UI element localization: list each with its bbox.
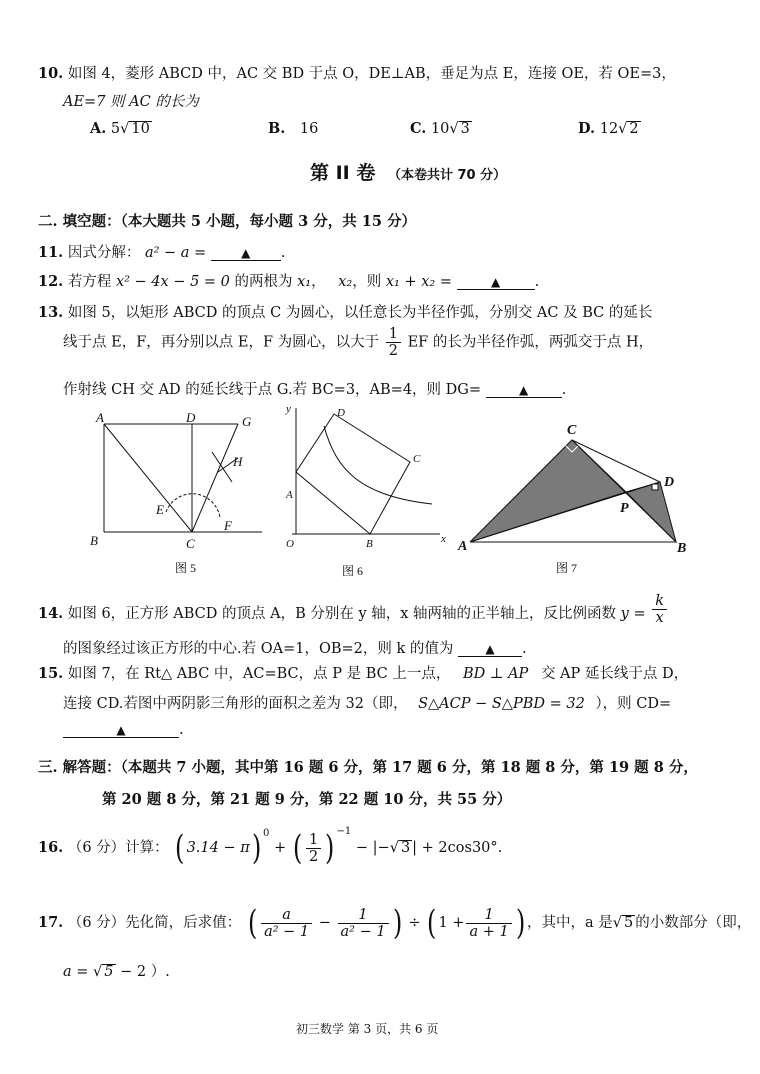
q11-expression: a² − a =: [144, 245, 207, 261]
fig5-label: G: [242, 414, 252, 429]
q16: [38, 826, 503, 868]
fig5-label: H: [233, 454, 243, 469]
fraction-denominator: x: [655, 609, 664, 626]
q10-option-a: [90, 120, 152, 137]
fig5-label: B: [90, 533, 98, 548]
paren-open: (: [427, 903, 437, 943]
q16-exponent-0: 0: [263, 828, 270, 839]
q15-text1c: 交 AP 延长线于点 D，: [540, 666, 689, 682]
section2-heading: 二. 填空题：（本大题共 5 小题，每小题 3 分，共 15 分）: [38, 213, 416, 230]
fig6-label: B: [366, 538, 373, 550]
q16-plus: +: [274, 840, 287, 856]
figure-6: [292, 408, 440, 534]
fig6-hyperbola: [324, 426, 432, 504]
q10-line1: [38, 62, 676, 83]
fraction-denominator: a² − 1: [340, 923, 386, 940]
q17-text: （6 分）先化简，后求值：: [67, 915, 242, 931]
fig6-label: D: [337, 407, 345, 419]
fraction-numerator: 1: [386, 326, 401, 343]
fraction-numerator: a: [261, 907, 312, 924]
q16-exponent-neg1: −1: [336, 826, 352, 837]
q17-fraction-3: [466, 907, 511, 940]
q10-line2: AE=7 则 AC 的长为: [63, 94, 199, 110]
option-a-radicand: 10: [131, 121, 150, 137]
fig6-label: C: [413, 453, 421, 465]
q17-fraction-1: [261, 907, 312, 940]
sqrt-sign: √ 10: [120, 121, 150, 137]
option-c-radicand: 3: [460, 121, 470, 137]
triangle-icon: ▲: [485, 642, 495, 656]
fig7-caption: 图 7: [556, 561, 578, 575]
fraction-numerator: 1: [338, 907, 389, 924]
q17-line2: [63, 960, 170, 981]
paren-close: ): [515, 903, 525, 943]
q12-x1: x₁: [297, 274, 312, 290]
q14-function: y =: [620, 606, 646, 622]
triangle-icon: ▲: [241, 246, 251, 260]
option-c-label: C.: [410, 120, 427, 137]
q11-text: 因式分解：: [67, 245, 141, 261]
q12-sep: ，: [311, 274, 326, 290]
fig5-label: F: [224, 518, 232, 533]
q12-x2: x₂: [338, 274, 353, 290]
fraction-denominator: a + 1: [469, 923, 509, 940]
q17-tail2: 的小数部分（即，: [635, 915, 752, 931]
q17-tail1: ，其中，a 是: [526, 915, 613, 931]
q15-answer-blank: [63, 723, 179, 738]
option-b-value: 16: [299, 121, 319, 137]
option-d-radicand: 2: [629, 121, 639, 137]
q17-fraction-2: [338, 907, 389, 940]
fig5-caption: 图 5: [175, 561, 197, 575]
q11: [38, 241, 285, 262]
q13-line3: [63, 378, 566, 399]
fraction-numerator: 1: [466, 907, 511, 924]
fig7-label: B: [677, 541, 687, 556]
option-a-coef: 5: [110, 121, 121, 137]
q12: [38, 270, 539, 291]
fig5-label: D: [186, 410, 196, 425]
q13-line1: [38, 301, 652, 322]
q12-end: .: [534, 274, 540, 290]
q16-mid: − |−: [355, 840, 390, 856]
paren-open: (: [247, 903, 258, 943]
q17-line2-tail: − 2 ）.: [120, 964, 170, 980]
q17-one-plus: 1 +: [438, 915, 465, 931]
q15-line1: [38, 662, 688, 683]
q17-radicand: 5: [623, 915, 634, 931]
fig7-label: C: [567, 423, 577, 438]
q10-option-d: [578, 120, 641, 137]
q12-number: 12.: [38, 273, 64, 290]
q14-number: 14.: [38, 605, 64, 622]
q13-text3: 作射线 CH 交 AD 的延长线于点 G.若 BC=3，AB=4，则 DG=: [63, 382, 482, 398]
q12-text2: 的两根为: [234, 274, 293, 290]
q13-fraction: [386, 326, 401, 359]
option-d-label: D.: [578, 120, 596, 137]
q13-number: 13.: [38, 304, 64, 321]
q17-line1: [38, 903, 752, 943]
part2-note: （本卷共计 70 分）: [387, 168, 507, 183]
fig7-label: D: [664, 475, 675, 490]
q10-text1: 如图 4，菱形 ABCD 中，AC 交 BD 于点 O，DE⊥AB，垂足为点 E，连接 OE，若 OE=3，: [67, 66, 676, 82]
q14-answer-blank: [458, 642, 522, 657]
section3-heading-line1: 三. 解答题：（本题共 7 小题，其中第 16 题 6 分，第 17 题 6 分，第 18 题 8 分，第 19 题 8 分，: [38, 759, 698, 776]
section3-heading-line2: 第 20 题 8 分，第 21 题 9 分，第 22 题 10 分，共 55 分）: [102, 791, 512, 808]
q11-answer-blank: [211, 246, 281, 261]
q15-area-equation: S△ACP − S△PBD = 32: [418, 696, 585, 712]
q10-option-b: [268, 120, 318, 137]
q11-number: 11.: [38, 244, 64, 261]
q13-text1: 如图 5，以矩形 ABCD 的顶点 C 为圆心，以任意长为半径作弧，分别交 AC 及 BC 的延长: [67, 305, 653, 321]
q12-text1: 若方程: [67, 274, 112, 290]
fig6-labels: [285, 403, 446, 550]
fig5-label: C: [186, 536, 195, 551]
q12-sum: x₁ + x₂ =: [385, 274, 452, 290]
fraction-denominator: 2: [309, 848, 319, 865]
paren-close: ): [392, 903, 402, 943]
triangle-icon: ▲: [116, 723, 126, 737]
q10-number: 10.: [38, 65, 64, 82]
fig5-labels: [90, 410, 252, 551]
triangle-icon: ▲: [519, 383, 529, 397]
q13-end: .: [561, 382, 567, 398]
q15-text2a: 连接 CD.若图中两阴影三角形的面积之差为 32（即，: [63, 696, 408, 712]
q12-text3: ，则: [352, 274, 382, 290]
option-a-label: A.: [90, 120, 107, 137]
q16-radicand: 3: [400, 840, 411, 856]
q15-line2: [63, 692, 671, 713]
option-b-label: B.: [268, 120, 286, 137]
fig7-label: P: [620, 501, 629, 516]
fig6-label: y: [286, 403, 291, 415]
q15-text2c: ），则 CD=: [595, 696, 672, 712]
fig6-caption: 图 6: [342, 564, 364, 578]
fig7-right-angle-d: [652, 484, 658, 490]
sqrt-sign: √ 2: [618, 121, 639, 137]
q14-text1: 如图 6，正方形 ABCD 的顶点 A，B 分别在 y 轴，x 轴两轴的正半轴上，反比例函数: [67, 606, 617, 622]
q15-line3: [63, 722, 184, 738]
fig6-label: A: [286, 489, 293, 501]
q14-fraction: [652, 593, 667, 626]
fraction-denominator: a² − 1: [264, 923, 310, 940]
q17-divide: ÷: [408, 915, 421, 931]
fraction-denominator: 2: [388, 343, 398, 359]
q16-end: .: [497, 840, 503, 856]
q15-perp: BD ⊥ AP: [462, 666, 529, 682]
option-d-coef: 12: [599, 121, 619, 137]
q17-a-equals: a =: [63, 964, 89, 980]
q17-minus: −: [318, 915, 331, 931]
figure-7: [470, 440, 676, 542]
fig7-shaded-acp: [470, 440, 626, 542]
q13-text2b: EF 的长为半径作弧，两弧交于点 H，: [407, 334, 654, 351]
q11-end: .: [280, 245, 286, 261]
sqrt-sign: √ 5: [612, 915, 634, 931]
fig6-label: x: [441, 533, 446, 545]
part2-title: 第 II 卷: [310, 162, 376, 184]
q14-line2: [63, 637, 527, 658]
q16-number: 16.: [38, 839, 64, 856]
figures-panel: [0, 400, 760, 585]
paren-open: (: [175, 828, 185, 868]
q13-text2a: 线于点 E，F，再分别以点 E，F 为圆心，以大于: [63, 334, 380, 351]
q16-base: 3.14 − π: [186, 840, 250, 856]
q17-number: 17.: [38, 914, 64, 931]
fig6-label: O: [286, 538, 294, 550]
sqrt-sign: √ 3: [389, 840, 411, 856]
q13-answer-blank: [486, 383, 562, 398]
paren-close: ): [251, 828, 262, 868]
triangle-icon: ▲: [490, 275, 501, 289]
fig7-shaded-pbd: [626, 482, 676, 542]
q14-text2: 的图象经过该正方形的中心.若 OA=1，OB=2，则 k 的值为: [63, 641, 454, 657]
figure-5: [104, 424, 262, 532]
fig5-label: A: [96, 410, 104, 425]
paren-open: (: [292, 828, 303, 868]
q16-fraction: [306, 832, 321, 865]
fraction-numerator: k: [652, 593, 667, 610]
q12-equation: x² − 4x − 5 = 0: [115, 274, 230, 290]
q10-option-c: [410, 120, 472, 137]
sqrt-sign: √ 3: [449, 121, 470, 137]
q12-answer-blank: [457, 275, 535, 290]
option-c-coef: 10: [430, 121, 450, 137]
q15-number: 15.: [38, 665, 64, 682]
q15-text1a: 如图 7，在 Rt△ ABC 中，AC=BC，点 P 是 BC 上一点，: [67, 666, 451, 682]
paren-close: ): [325, 828, 335, 868]
q14-line1: [38, 592, 669, 626]
page-footer: 初三数学 第 3 页，共 6 页: [296, 1022, 439, 1036]
part2-heading: [310, 158, 506, 185]
fig5-label: E: [156, 502, 164, 517]
fig5-diagonal-ac: [104, 424, 192, 532]
q15-end: .: [179, 722, 184, 738]
q16-text: （6 分）计算：: [67, 840, 169, 856]
q16-tail: | + 2cos30°: [412, 840, 498, 856]
q13-line2: [63, 326, 653, 359]
fig7-label: A: [458, 539, 468, 554]
fig5-ray-cg: [192, 424, 238, 532]
q14-end: .: [521, 641, 527, 657]
sqrt-sign: √ 5: [93, 964, 114, 980]
q17-line2-radicand: 5: [104, 964, 114, 980]
fraction-numerator: 1: [306, 832, 321, 849]
fig5-arc-ef: [166, 494, 220, 518]
fig6-square: [296, 414, 410, 534]
